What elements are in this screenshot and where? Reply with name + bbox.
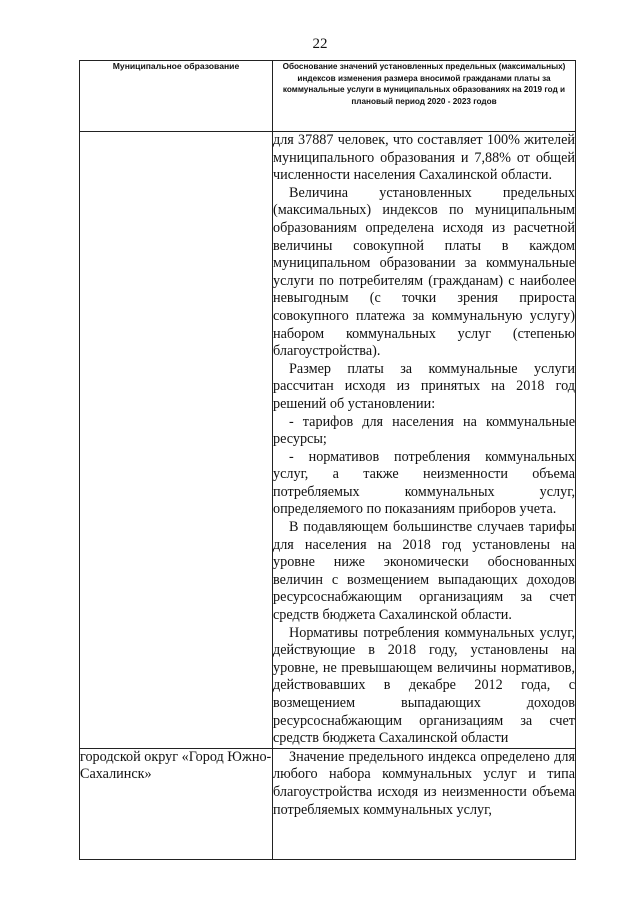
paragraph: - нормативов потребления коммунальных услуг, а также неизменности объема потребляемых коммунальных услуг, определяемого по показаниям приборов учета. — [273, 448, 575, 518]
justification-cell — [273, 748, 576, 859]
paragraph: Размер платы за коммунальные услуги рассчитан исходя из принятых на 2018 год решений об установлении: — [273, 360, 575, 412]
header-municipality: Муниципальное образование — [80, 61, 273, 132]
justification-cell — [273, 132, 576, 749]
page-number: 22 — [312, 36, 328, 52]
paragraph: Величина установленных предельных (максимальных) индексов по муниципальным образованиям определена исходя из расчетной величины совокупной платы в каждом муниципальном образовании за коммунальные услуги по потребителям (гражданам) с наиболее невыгодным (с точки зрения прироста совокупного платежа за коммунальную услугу) набором коммунальных услуг (степенью благоустройства). — [273, 184, 575, 360]
table-header-row — [80, 61, 576, 132]
paragraph: Значение предельного индекса определено для любого набора коммунальных услуг и типа благоустройства исходя из неизменности объема потребляемых коммунальных услуг, — [273, 748, 575, 818]
municipality-name: городской округ «Город Южно-Сахалинск» — [80, 748, 272, 783]
justification-table — [79, 60, 576, 860]
paragraph: Нормативы потребления коммунальных услуг, действующие в 2018 году, установлены на уровне, не превышающем величины нормативов, действовавших в декабре 2012 года, с возмещением выпадающих доходов ресурсоснабжающим организациям за счет средств бюджета Сахалинской области — [273, 624, 575, 747]
table-row — [80, 132, 576, 749]
paragraph: В подавляющем большинстве случаев тарифы для населения на 2018 год установлены на уровне ниже экономически обоснованных величин с возмещением выпадающих доходов ресурсоснабжающим организациям за счет средств бюджета Сахалинской области. — [273, 519, 575, 624]
paragraph: - тарифов для населения на коммунальные ресурсы; — [273, 413, 575, 448]
table-row — [80, 748, 576, 859]
municipality-cell — [80, 748, 273, 859]
header-justification: Обоснование значений установленных предельных (максимальных) индексов изменения размера вносимой гражданами платы за коммунальные услуги в муниципальных образованиях на 2019 год и плановый период 2020 - 2023 годов — [273, 61, 576, 132]
municipality-cell — [80, 132, 273, 749]
paragraph: для 37887 человек, что составляет 100% жителей муниципального образования и 7,88% от общей численности населения Сахалинской области. — [273, 132, 575, 184]
